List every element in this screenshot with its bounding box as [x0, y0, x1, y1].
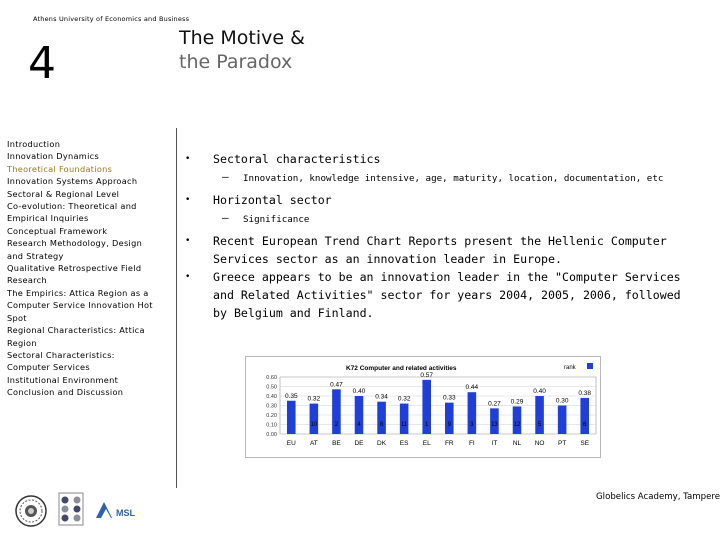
data-label: 0.32 — [397, 395, 411, 403]
x-tick-label: IT — [491, 440, 498, 447]
x-tick-label: EU — [286, 440, 296, 447]
rank-label: 5 — [537, 422, 542, 428]
data-label: 0.30 — [555, 397, 569, 405]
sidebar-item-co-evolution[interactable]: Co-evolution: Theoretical and Empirical Inquiries — [7, 201, 137, 224]
y-tick-label: 0.20 — [266, 413, 277, 419]
bullet-text: Horizontal sector — [213, 193, 332, 207]
bar — [400, 404, 409, 434]
x-tick-label: DK — [377, 440, 387, 447]
vertical-divider — [176, 128, 177, 488]
rank-label: 6 — [583, 422, 587, 428]
x-tick-label: NO — [534, 440, 545, 447]
bar — [445, 403, 454, 434]
x-tick-label: AT — [309, 440, 318, 447]
bullet-text: Recent European Trend Chart Reports present the Hellenic Computer Services sector as an innovation leader in Europe. — [213, 234, 667, 266]
chart-panel — [245, 356, 601, 458]
sidebar-item-sectoral-characteristics[interactable]: Sectoral Characteristics: Computer Services — [7, 349, 115, 373]
rank-label: 12 — [513, 422, 521, 428]
x-tick-label: FI — [468, 440, 475, 447]
subbullet-text: Innovation, knowledge intensive, age, maturity, location, documentation, etc — [243, 173, 664, 184]
y-tick-label: 0.00 — [266, 432, 277, 438]
subbullet-sectoral — [185, 172, 690, 186]
x-tick-label: DE — [354, 440, 364, 447]
sidebar-item-conclusion[interactable]: Conclusion and Discussion — [7, 387, 124, 398]
bar — [513, 406, 522, 434]
sidebar-item-institutional-environment[interactable]: Institutional Environment — [7, 374, 119, 385]
x-tick-label: FR — [444, 440, 454, 447]
x-tick-label: ES — [399, 440, 409, 447]
y-tick-label: 0.40 — [266, 394, 277, 400]
bullet-greece — [185, 268, 690, 322]
data-label: 0.35 — [284, 392, 298, 400]
y-tick-label: 0.30 — [266, 403, 277, 410]
slide-title-line1: The Motive & — [179, 27, 305, 49]
x-tick-label: BE — [332, 440, 341, 447]
rank-label: 9 — [447, 422, 451, 428]
rank-label: 8 — [379, 422, 384, 428]
bar — [355, 396, 364, 434]
bullet-icon: • — [185, 236, 191, 246]
data-label: 0.44 — [465, 384, 479, 392]
dash-icon: – — [222, 170, 229, 183]
chart-title: K72 Computer and related activities — [346, 365, 457, 372]
x-tick-label: EL — [422, 440, 431, 447]
x-tick-label: NL — [512, 440, 522, 447]
bar — [558, 406, 567, 435]
y-tick-label: 0.10 — [266, 422, 277, 429]
data-label: 0.33 — [442, 394, 456, 402]
university-seal-logo — [14, 494, 48, 528]
x-tick-label: PT — [557, 440, 567, 447]
rank-label: 2 — [334, 422, 339, 428]
dash-icon: – — [222, 211, 229, 224]
svg-text:MSL: MSL — [116, 508, 135, 518]
bullet-list — [185, 150, 690, 322]
rank-label: 4 — [357, 422, 361, 428]
bullet-text: Greece appears to be an innovation leader in the "Computer Services and Related Activities" sector for years 2004, 2005, 2006, followed by Belgium and Finland. — [213, 270, 681, 320]
data-label: 0.40 — [533, 388, 546, 395]
data-label: 0.29 — [510, 398, 524, 406]
bullet-horizontal — [185, 191, 690, 209]
data-label: 0.40 — [352, 388, 366, 395]
sidebar-item-qualitative-research[interactable]: Qualitative Retrospective Field Research — [7, 263, 142, 286]
subbullet-horizontal — [185, 213, 690, 227]
data-label: 0.32 — [307, 395, 321, 403]
legend-label: rank — [564, 365, 576, 371]
rank-label: 13 — [491, 422, 498, 428]
sidebar-outline — [7, 138, 157, 399]
bullet-icon: • — [185, 195, 191, 205]
legend-swatch — [587, 363, 593, 369]
subbullet-text: Significance — [243, 214, 310, 225]
bullet-sectoral — [185, 150, 690, 168]
bullet-icon: • — [185, 272, 191, 282]
y-tick-label: 0.60 — [266, 375, 277, 381]
bullet-text: Sectoral characteristics — [213, 152, 381, 166]
data-label: 0.34 — [375, 393, 388, 401]
sidebar-item-conceptual-framework[interactable]: Conceptual Framework — [7, 225, 108, 236]
sidebar-item-theoretical-foundations[interactable]: Theoretical Foundations — [7, 163, 113, 174]
sidebar-item-innovation-systems[interactable]: Innovation Systems Approach — [7, 176, 138, 187]
grid-dots-logo — [58, 492, 84, 526]
sidebar-item-empirics[interactable]: The Empirics: Attica Region as a Computer Service Innovation Hot Spot — [7, 287, 153, 323]
bar — [580, 398, 589, 434]
rank-label: 3 — [470, 422, 474, 428]
sidebar-item-innovation-dynamics[interactable]: Innovation Dynamics — [7, 151, 100, 162]
data-label: 0.47 — [330, 381, 343, 389]
university-name: Athens University of Economics and Business — [33, 15, 190, 23]
data-label: 0.57 — [420, 371, 434, 379]
y-tick-label: 0.50 — [266, 384, 277, 391]
sidebar-item-regional-characteristics[interactable]: Regional Characteristics: Attica Region — [7, 325, 145, 348]
x-tick-label: SE — [580, 440, 590, 447]
footer-text: Globelics Academy, Tampere — [596, 492, 720, 502]
rank-label: 1 — [425, 422, 429, 428]
bar-chart — [246, 357, 600, 457]
data-label: 0.38 — [578, 389, 592, 397]
bar — [310, 404, 319, 434]
msl-logo — [94, 498, 142, 520]
bullet-trend-chart — [185, 232, 690, 268]
section-number: 4 — [28, 38, 56, 89]
bar — [287, 401, 296, 434]
bullet-icon: • — [185, 154, 191, 164]
bar — [377, 402, 386, 434]
rank-label: 11 — [401, 422, 408, 428]
rank-label: 10 — [310, 422, 318, 428]
bar — [535, 396, 544, 434]
sidebar-item-introduction[interactable]: Introduction — [7, 139, 61, 149]
data-label: 0.27 — [488, 400, 501, 408]
sidebar-item-sectoral-regional[interactable]: Sectoral & Regional Level — [7, 188, 120, 199]
slide-title-line2: the Paradox — [179, 51, 293, 73]
sidebar-item-research-methodology[interactable]: Research Methodology, Design and Strategy — [7, 238, 143, 261]
